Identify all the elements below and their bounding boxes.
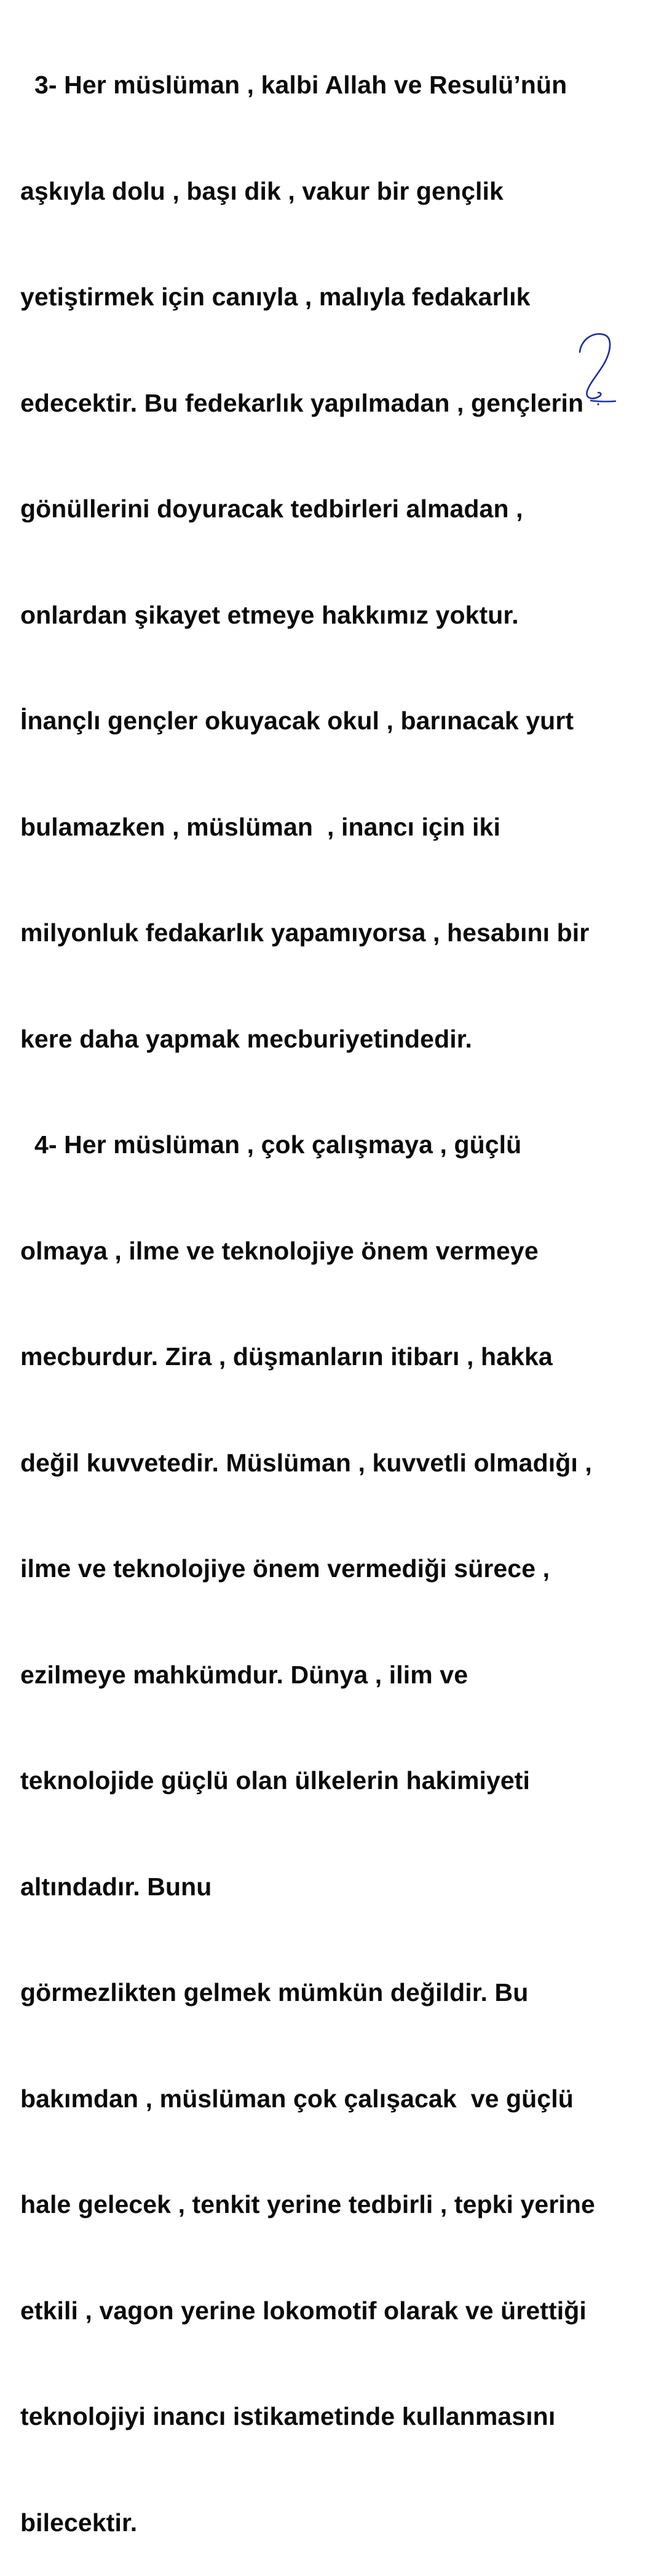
text-line: olmaya , ilme ve teknolojiye önem vermeye: [20, 1236, 539, 1265]
text-line: 3- Her müslüman , kalbi Allah ve Resulü’nün: [20, 71, 567, 99]
text-line: mecburdur. Zira , düşmanların itibarı , hakka: [20, 1342, 553, 1371]
handwritten-number-mark: [575, 329, 624, 415]
text-line: onlardan şikayet etmeye hakkımız yoktur.: [20, 600, 519, 629]
text-line: etkili , vagon yerine lokomotif olarak ve ürettiği: [20, 2296, 587, 2325]
text-line: altındadır. Bunu: [20, 1872, 212, 1901]
text-line: bilecektir.: [20, 2508, 138, 2537]
text-line: milyonluk fedakarlık yapamıyorsa , hesabını bir: [20, 918, 590, 947]
text-line: hale gelecek , tenkit yerine tedbirli , tepki yerine: [20, 2190, 595, 2218]
ink-dot: [597, 403, 599, 405]
text-line: İnançlı gençler okuyacak okul , barınacak yurt: [20, 707, 574, 735]
text-line: değil kuvvetedir. Müslüman , kuvvetli olmadığı ,: [20, 1448, 592, 1477]
text-line: 4- Her müslüman , çok çalışmaya , güçlü: [20, 1130, 522, 1159]
handwritten-stroke: [580, 334, 610, 399]
text-line: yetiştirmek için canıyla , malıyla fedakarlık: [20, 283, 531, 311]
text-line: teknolojide güçlü olan ülkelerin hakimiyeti: [20, 1766, 531, 1795]
text-line: gönüllerini doyuracak tedbirleri almadan ,: [20, 495, 523, 523]
text-line: bulamazken , müslüman , inancı için iki: [20, 812, 500, 841]
text-line: kere daha yapmak mecburiyetindedir.: [20, 1024, 472, 1053]
text-line: edecektir. Bu fedekarlık yapılmadan , gençlerin: [20, 388, 584, 417]
text-line: ezilmeye mahkümdur. Dünya , ilim ve: [20, 1660, 468, 1689]
text-line: teknolojiyi inancı istikametinde kullanmasını: [20, 2402, 556, 2430]
text-line: aşkıyla dolu , başı dik , vakur bir gençlik: [20, 176, 504, 205]
text-line: bakımdan , müslüman çok çalışacak ve güçlü: [20, 2084, 574, 2113]
text-line: görmezlikten gelmek mümkün değildir. Bu: [20, 1978, 529, 2006]
handwritten-underline: [591, 401, 615, 402]
text-line: ilme ve teknolojiye önem vermediği sürece ,: [20, 1554, 550, 1583]
note-text-body: [20, 0, 654, 2576]
